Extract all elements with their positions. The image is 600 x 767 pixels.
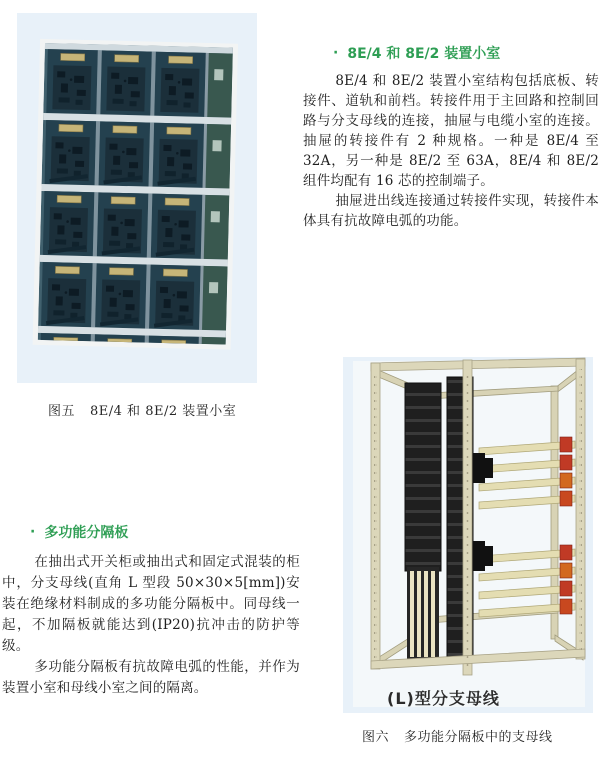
section-heading	[303, 45, 599, 63]
figure5-caption	[48, 400, 236, 419]
figure6-cabinet-photo	[343, 357, 593, 713]
figure5-compartment-photo	[17, 13, 257, 383]
body-paragraph: 多功能分隔板有抗故障电弧的性能，并作为装置小室和母线小室之间的隔离。	[2, 659, 300, 696]
bullet-icon: ·	[333, 45, 339, 61]
figure6-caption	[362, 726, 553, 745]
photo-label-l-type-busbar: (L)型分支母线	[387, 689, 500, 708]
section-heading-text: 8E/4 和 8E/2 装置小室	[347, 46, 501, 62]
figure5-caption-text: 8E/4 和 8E/2 装置小室	[90, 404, 237, 419]
compartment-grid-photo	[17, 13, 257, 383]
section-8e4-8e2-compartments	[303, 45, 599, 231]
body-paragraph: 8E/4 和 8E/2 装置小室结构包括底板、转接件、道轨和前档。转接件用于主回路和控制回路与分支母线的连接，抽屉与电缆小室的连接。抽屉的转接件有 2 种规格。一种是 8E/4 至 32A，另一种是 8E/2 至 63A，8E/4 和 8E/2 组件均配有 16 芯的控制端子。	[303, 73, 599, 189]
body-paragraph: 在抽出式开关柜或抽出式和固定式混装的柜中，分支母线(直角 L 型段 50×30×5[mm])安装在绝缘材料制成的多功能分隔板中。同母线一起，不加隔板就能达到(IP20)抗冲击的防护等级。	[2, 554, 300, 654]
bullet-icon: ·	[30, 524, 36, 540]
section-multifunction-separator	[2, 524, 300, 699]
figure6-caption-text: 多功能分隔板中的支母线	[404, 730, 553, 745]
section-heading	[2, 524, 300, 542]
figure5-caption-label: 图五	[48, 404, 76, 419]
cabinet-frame-photo	[343, 357, 593, 713]
figure6-caption-label: 图六	[362, 730, 390, 745]
body-paragraph: 抽屉进出线连接通过转接件实现，转接件本体具有抗故障电弧的功能。	[303, 193, 599, 229]
section-heading-text: 多功能分隔板	[44, 525, 129, 541]
